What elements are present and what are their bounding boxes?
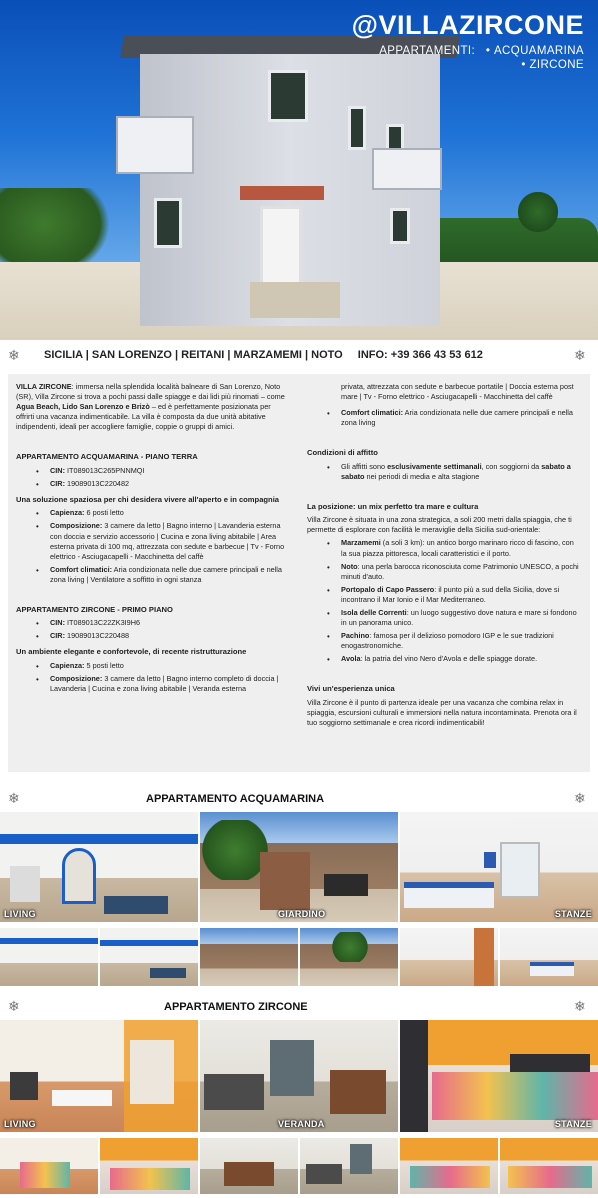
list-item: • CIN: IT089013C22ZK3I9H6 [16, 618, 289, 628]
list-item: • Gli affitti sono esclusivamente settimanali, con soggiorni da sabato a sabato nei periodi di media e alta stagione [307, 462, 580, 482]
list-item: • Portopalo di Capo Passero: il punto più a sud della Sicilia, dove si incontrano il Mar Ionio e il Mar Mediterraneo. [307, 585, 580, 605]
apt1-tagline: Una soluzione spaziosa per chi desidera vivere all'aperto e in compagnia [16, 494, 280, 504]
list-item: • Capienza: 5 posti letto [16, 661, 289, 671]
title-block [352, 10, 584, 71]
gallery-acquamarina-header [0, 788, 598, 810]
places-list [307, 538, 580, 664]
snowflake-icon: ❄ [8, 998, 20, 1014]
thumb-zircone-6[interactable] [500, 1138, 598, 1194]
experience-text: Villa Zircone è il punto di partenza ideale per una vacanza che combina relax in spiaggia, escursioni culturali e immersioni nella natura incontaminata. Prenota ora il tuo soggiorno settimanale e crea ricordi indimenticabili! [307, 697, 577, 727]
photo-caption: STANZE [554, 1119, 592, 1129]
window [348, 106, 366, 150]
thumb-acquamarina-3[interactable] [200, 928, 298, 986]
description-column-right [307, 382, 580, 766]
list-item: • CIN: IT089013C265PNNMQI [16, 466, 289, 476]
apt2-tagline: Un ambiente elegante e confortevole, di recente ristrutturazione [16, 647, 247, 657]
balcony [372, 148, 442, 190]
gallery-zircone-title: APPARTAMENTO ZIRCONE [164, 1001, 308, 1013]
apartments-line-2 [352, 59, 584, 71]
palm-tree [518, 192, 558, 232]
entrance-door [260, 206, 302, 292]
snowflake-icon: ❄ [574, 998, 586, 1014]
thumb-zircone-2[interactable] [100, 1138, 198, 1194]
experience-title: Vivi un'esperienza unica [307, 684, 395, 694]
list-item: • CIR: 19089013C220482 [16, 479, 289, 489]
thumb-acquamarina-2[interactable] [100, 928, 198, 986]
apartments-label: APPARTAMENTI: [379, 45, 476, 57]
snowflake-icon: ❄ [574, 790, 586, 806]
list-item: • Isola delle Correnti: un luogo suggestivo dove natura e mare si fondono in un panorama unico. [307, 608, 580, 628]
thumb-acquamarina-6[interactable] [500, 928, 598, 986]
balcony [116, 116, 194, 174]
photo-caption: LIVING [4, 1119, 36, 1129]
list-item: • Comfort climatici: Aria condizionata nelle due camere principali e nella zona living | Ventilatore a soffitto in ogni stanza [16, 565, 289, 585]
list-item: • Avola: la patria del vino Nero d'Avola e delle spiagge dorate. [307, 654, 580, 664]
apt1-features [16, 508, 289, 584]
door-awning [240, 186, 324, 200]
photo-zircone-veranda[interactable] [200, 1020, 398, 1132]
gallery-zircone-header [0, 996, 598, 1018]
list-item: • Composizione: 3 camere da letto | Bagno interno completo di doccia | Lavanderia | Cucina e zona living abitabile | Veranda esterna [16, 674, 289, 694]
thumb-zircone-3[interactable] [200, 1138, 298, 1194]
list-item: • Pachino: famosa per il delizioso pomodoro IGP e le sue tradizioni enogastronomiche. [307, 631, 580, 651]
description-column-left [16, 382, 289, 766]
photo-caption: GIARDINO [278, 909, 326, 919]
apt2-codes [16, 618, 289, 641]
position-title: La posizione: un mix perfetto tra mare e cultura [307, 501, 479, 511]
thumb-zircone-5[interactable] [400, 1138, 498, 1194]
photo-acquamarina-living[interactable] [0, 812, 198, 922]
description-panel [8, 374, 590, 772]
apt2-features [16, 661, 289, 694]
apartments-line [352, 45, 584, 57]
window [268, 70, 308, 122]
list-item: • Marzamemi (a soli 3 km): un antico borgo marinaro ricco di fascino, con la sua piazza pittoresca, locali caratteristici e il porto. [307, 538, 580, 558]
bullet: • [485, 45, 491, 57]
apartment-acquamarina: ACQUAMARINA [493, 45, 584, 57]
snowflake-icon: ❄ [8, 347, 20, 363]
thumb-zircone-4[interactable] [300, 1138, 398, 1194]
conditions-title: Condizioni di affitto [307, 448, 378, 458]
photo-acquamarina-rooms[interactable] [400, 812, 598, 922]
photo-zircone-rooms[interactable] [400, 1020, 598, 1132]
list-item: • Comfort climatici: Aria condizionata nelle due camere principali e nella zona living [307, 408, 580, 428]
apt1-title: APPARTAMENTO ACQUAMARINA - PIANO TERRA [16, 452, 198, 462]
thumb-acquamarina-4[interactable] [300, 928, 398, 986]
apt2-composition-continued: privata, attrezzata con sedute e barbecue portatile | Doccia esterna post mare | Tv - Forno elettrico - Asciugacapelli - Macchinetta del caffè [341, 382, 574, 402]
photo-caption: VERANDA [278, 1119, 325, 1129]
locations: SICILIA | SAN LORENZO | REITANI | MARZAMEMI | NOTO [44, 349, 343, 361]
thumb-acquamarina-5[interactable] [400, 928, 498, 986]
bullet: • [521, 59, 526, 71]
photo-caption: LIVING [4, 909, 36, 919]
info-bar [0, 342, 598, 370]
list-item: • CIR: 19089013C220488 [16, 631, 289, 641]
apt2-comfort [307, 408, 580, 428]
list-item: • Composizione: 3 camere da letto | Bagno interno | Lavanderia esterna con doccia e servizio accessorio | Cucina e zona living abitabile | Area esterna privata di 100 mq, attrezzata con sedute e barbecue | Tv - Forno elettrico - Asciugacapelli - Macchinetta del caffè [16, 521, 289, 561]
window [154, 198, 182, 248]
snowflake-icon: ❄ [8, 790, 20, 806]
gallery-acquamarina-title: APPARTAMENTO ACQUAMARINA [146, 793, 325, 805]
thumb-acquamarina-1[interactable] [0, 928, 98, 986]
list-item: • Capienza: 6 posti letto [16, 508, 289, 518]
apt1-codes [16, 466, 289, 489]
conditions-list [307, 462, 580, 482]
apartment-zircone: ZIRCONE [529, 59, 584, 71]
apt2-title: APPARTAMENTO ZIRCONE - PRIMO PIANO [16, 604, 173, 614]
photo-acquamarina-garden[interactable] [200, 812, 398, 922]
intro-paragraph: VILLA ZIRCONE: immersa nella splendida località balneare di San Lorenzo, Noto (SR), Villa Zircone si trova a pochi passi dalle spiagge e dai lidi più rinomati – come Agua Beach, Lido San Lorenzo e Brizò – ed è perfettamente posizionata per offrirti una vacanza indimenticabile. La villa è composta da due unità abitative indipendenti, ideali per accogliere famiglie, coppie o gruppi di amici. [16, 382, 285, 432]
snowflake-icon: ❄ [574, 347, 586, 363]
window [390, 208, 410, 244]
hero-photo [0, 0, 598, 340]
info-text [44, 349, 483, 361]
phone-info[interactable]: INFO: +39 366 43 53 612 [357, 349, 483, 361]
position-intro: Villa Zircone è situata in una zona strategica, a soli 200 metri dalla spiaggia, che ti permette di esplorare con facilità le meraviglie della Sicilia sud-orientale: [307, 515, 572, 535]
instagram-handle: @VILLAZIRCONE [351, 10, 584, 40]
entrance-steps [250, 282, 340, 318]
photo-caption: STANZE [554, 909, 592, 919]
photo-zircone-living[interactable] [0, 1020, 198, 1132]
list-item: • Noto: una perla barocca riconosciuta come Patrimonio UNESCO, a pochi minuti d'auto. [307, 562, 580, 582]
thumb-zircone-1[interactable] [0, 1138, 98, 1194]
